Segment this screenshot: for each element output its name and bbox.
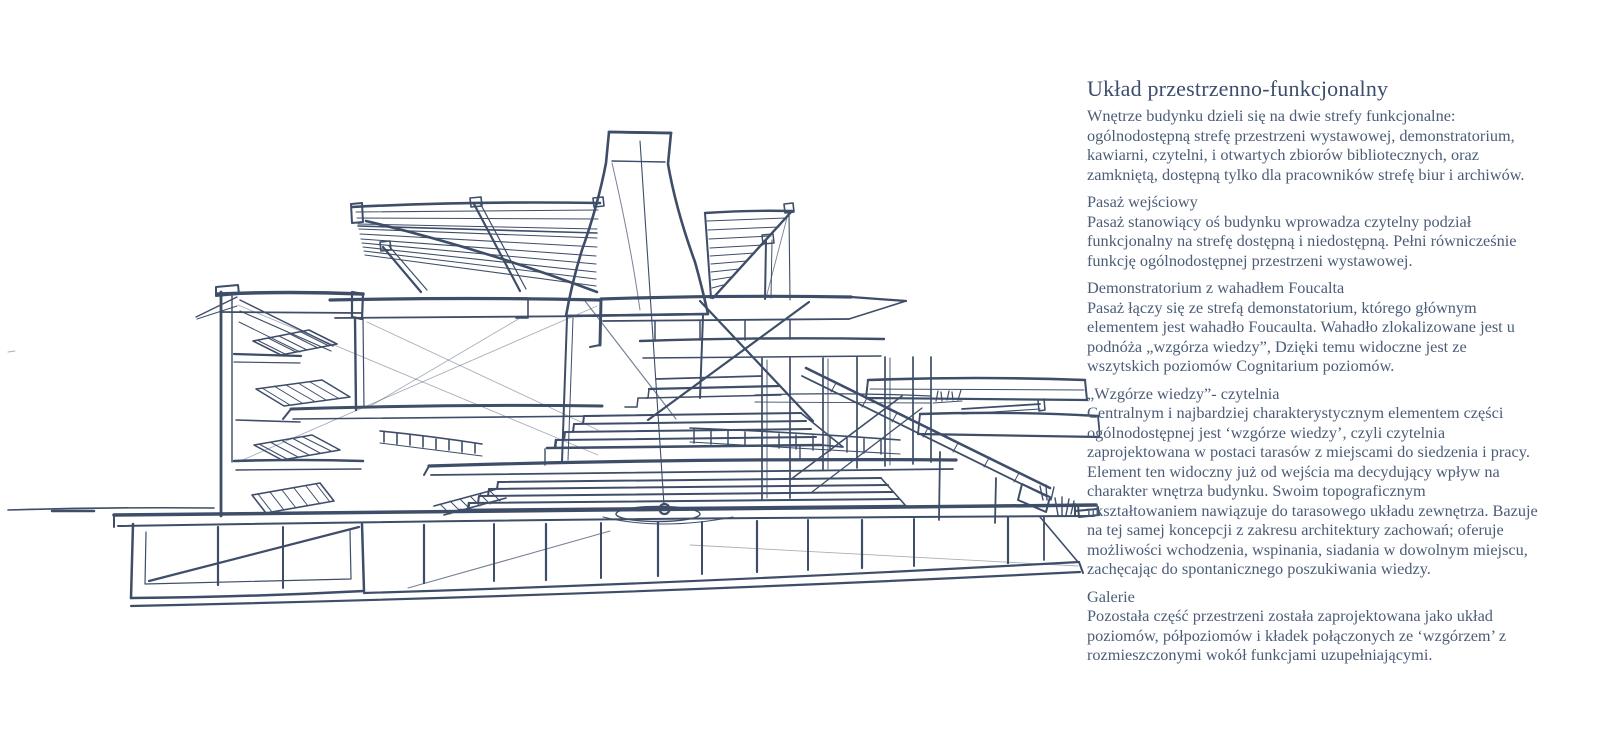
- section-heading: Demonstratorium z wahadłem Foucalta: [1087, 278, 1345, 297]
- page-title: Układ przestrzenno-funkcjonalny: [1087, 76, 1389, 101]
- section-heading: „Wzgórze wiedzy”- czytelnia: [1087, 383, 1280, 403]
- right-roof-canopy: [705, 203, 794, 300]
- foucault-pendulum: [603, 141, 733, 524]
- grass-tufts: [1040, 485, 1074, 515]
- section-body: Wnętrze budynku dzieli się na dwie strefy funkcjonalne: ogólnodostępną strefę przestrzeni wystawowej, demonstratorium, kawiarni, czytelni, i otwartych zbiorów bibliotecznych, oraz zamkniętą, dostępną tylko dla pracowników strefę biur i archiwów.: [1087, 106, 1525, 184]
- knowledge-hill-terraces: [380, 376, 956, 515]
- section-galerie: [1087, 587, 1539, 665]
- section-body: Pasaż łączy się ze strefą demonstatorium, którego głównym elementem jest wahadło Foucaulta. Wahadło zlokalizowane jest u podnóża „wzgórza wiedzy”, Dzięki temu widoczne jest ze wszytskich poziomów Cognitarium poziomów.: [1087, 297, 1515, 375]
- section-heading: Pasaż wejściowy: [1087, 192, 1198, 211]
- section-wzgorze-wiedzy: [1087, 384, 1539, 579]
- handwriting-scribble: [933, 390, 962, 403]
- section-heading: Galerie: [1087, 586, 1135, 606]
- section-pasaz-wejsciowy: [1087, 192, 1539, 270]
- section-body: Pozostała część przestrzeni została zaprojektowana jako układ poziomów, półpoziomów i kładek połączonych ze ‘wzgórzem’ z rozmieszczonymi wokół funkcjami uzupełniającymi.: [1087, 606, 1507, 664]
- section-body: Centralnym i najbardziej charakterystycznym elementem części ogólnodostępnej jest ‘wzgórze wiedzy’, czyli czytelnia zaprojektowana w postaci tarasów z miejscami do siedzenia i pracy. Element ten widoczny już od wejścia ma decydujący wpływ na charakter wnętrza budynku. Swoim topograficznym ukształtowaniem nawiązuje do tarasowego układu zewnętrza. Bazuje na tej samej koncepcji z zakresu architektury zachowań; oferuje możliwości wchodzenia, wspinania, siadania w dowolnym miejscu, zachęcając do spontanicznego poszukiwania wiedzy.: [1087, 403, 1538, 578]
- left-roof-canopy: [351, 197, 604, 292]
- description-panel: [1087, 76, 1539, 665]
- section-body: Pasaż stanowiący oś budynku wprowadza czytelny podział funkcjonalny na strefę dostępną i niedostępną. Pełni równicześnie funkcję ogólnodostępnej przestrzeni wystawowej.: [1087, 211, 1517, 270]
- section-demonstratorium: [1087, 278, 1539, 376]
- section-intro: [1087, 106, 1539, 184]
